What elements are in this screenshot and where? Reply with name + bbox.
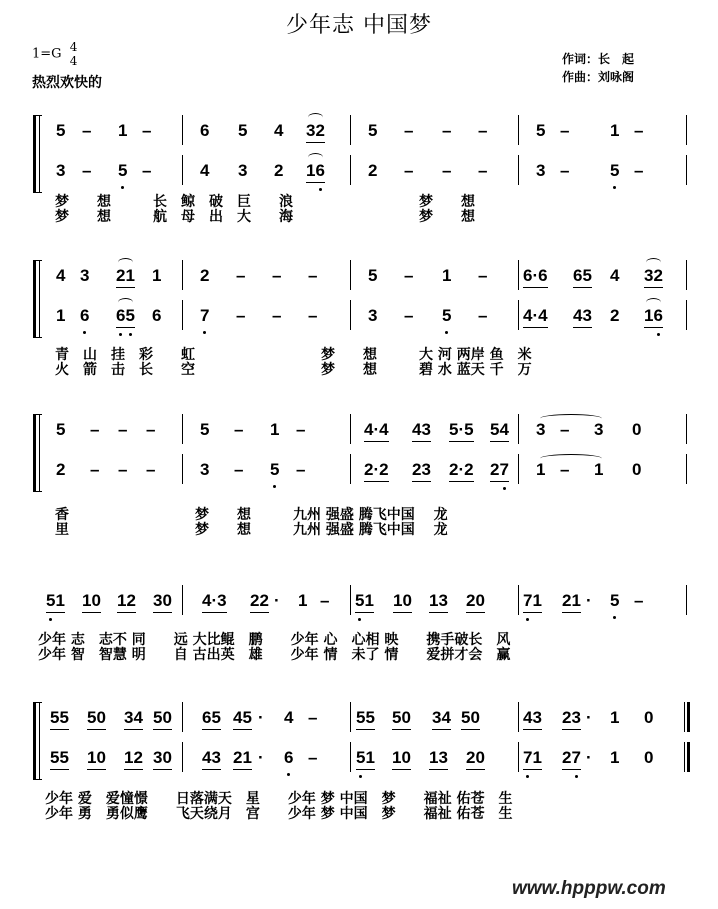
tempo-marking: 热烈欢快的 — [32, 75, 102, 91]
barline — [350, 155, 351, 185]
note-group: 13 — [429, 591, 448, 613]
barline — [182, 414, 183, 444]
dash: – — [404, 161, 414, 180]
note-group: 65 — [573, 266, 592, 288]
note-group: 2·2 — [449, 460, 474, 482]
dot: · — [586, 748, 592, 767]
dash: – — [272, 266, 282, 285]
note: 0 — [644, 708, 654, 727]
lyrics-verse-1: 少年 志 志不 同 远 大比鲲 鹏 少年 心 心相 映 携手破长 风 — [38, 632, 511, 648]
note: 3 — [536, 161, 546, 180]
dot: · — [258, 748, 264, 767]
note: 5 — [368, 121, 378, 140]
note: 1 — [56, 306, 66, 325]
barline — [518, 300, 519, 330]
note-group: 16 — [644, 306, 663, 328]
note-group: 43 — [523, 708, 542, 730]
note: 6 — [152, 306, 162, 325]
brace — [33, 702, 42, 780]
note-group: 21 — [116, 266, 135, 288]
note-group: 5·5 — [449, 420, 474, 442]
note-group: 43 — [412, 420, 431, 442]
note: 5 — [56, 121, 66, 140]
note-group: 32 — [644, 266, 663, 288]
barline — [518, 454, 519, 484]
note: 6 — [284, 748, 293, 768]
note-group: 65 — [202, 708, 221, 730]
note: 7 — [200, 306, 209, 326]
lyrics-verse-2: 里 梦 想 九州 强盛 腾飞中国 龙 — [55, 522, 448, 538]
dash: – — [308, 748, 318, 767]
note-group: 32 — [306, 121, 325, 143]
final-barline — [684, 702, 690, 732]
note-group: 55 — [50, 708, 69, 730]
note-group: 4·4 — [523, 306, 548, 328]
note: 1 — [270, 420, 280, 439]
dash: – — [404, 121, 414, 140]
note: 5 — [442, 306, 451, 326]
barline — [686, 454, 687, 484]
note-group: 50 — [87, 708, 106, 730]
barline — [350, 300, 351, 330]
dot: · — [258, 708, 264, 727]
note: 5 — [118, 161, 127, 181]
dash: – — [146, 460, 156, 479]
note-group: 6·6 — [523, 266, 548, 288]
dash: – — [560, 460, 570, 479]
dash: – — [118, 460, 128, 479]
lyrics-verse-1: 青 山 挂 彩 虹 梦 想 大 河 两岸 鱼 米 — [55, 347, 532, 363]
dash: – — [478, 266, 488, 285]
note: 1 — [594, 460, 604, 479]
dash: – — [442, 161, 452, 180]
dash: – — [236, 266, 246, 285]
dash: – — [634, 121, 644, 140]
note: 2 — [368, 161, 378, 180]
dash: – — [90, 460, 100, 479]
note-group: 12 — [117, 591, 136, 613]
note: 2 — [274, 161, 284, 180]
note-group: 43 — [573, 306, 592, 328]
lyrics-verse-1: 香 梦 想 九州 强盛 腾飞中国 龙 — [55, 507, 448, 523]
dash: – — [320, 591, 330, 610]
note-group: 22 — [250, 591, 269, 613]
barline — [686, 585, 687, 615]
barline — [350, 260, 351, 290]
note-group: 4·3 — [202, 591, 227, 613]
note: 4 — [274, 121, 284, 140]
brace — [33, 115, 42, 193]
note: 5 — [200, 420, 210, 439]
dash: – — [146, 420, 156, 439]
note-group: 55 — [356, 708, 375, 730]
note: 0 — [644, 748, 654, 767]
credits — [562, 50, 634, 86]
barline — [518, 414, 519, 444]
note: 0 — [632, 420, 642, 439]
note: 2 — [610, 306, 620, 325]
final-barline — [684, 742, 690, 772]
dash: – — [478, 306, 488, 325]
barline — [518, 702, 519, 732]
note: 1 — [536, 460, 546, 479]
note: 5 — [270, 460, 279, 480]
lyrics-verse-2: 火 箭 击 长 空 梦 想 碧 水 蓝天 千 万 — [55, 362, 532, 378]
dash: – — [404, 306, 414, 325]
barline — [350, 115, 351, 145]
dash: – — [296, 420, 306, 439]
dash: – — [634, 161, 644, 180]
note-group: 23 — [412, 460, 431, 482]
note: 2 — [56, 460, 66, 479]
lyrics-verse-2: 少年 智 智慧 明 自 古出英 雄 少年 情 未了 情 爱拼才会 赢 — [38, 647, 511, 663]
song-title: 少年志 中国梦 — [286, 13, 432, 38]
note: 5 — [238, 121, 248, 140]
dash: – — [90, 420, 100, 439]
barline — [518, 115, 519, 145]
dot: · — [586, 591, 592, 610]
note: 4 — [200, 161, 210, 180]
note-group: 34 — [432, 708, 451, 730]
note-group: 43 — [202, 748, 221, 770]
note-group: 10 — [393, 591, 412, 613]
dash: – — [560, 121, 570, 140]
brace — [33, 260, 42, 338]
time-signature: 4 4 — [69, 40, 78, 68]
barline — [518, 260, 519, 290]
tie — [540, 454, 602, 463]
note-group: 10 — [392, 748, 411, 770]
dash: – — [82, 161, 92, 180]
note: 1 — [118, 121, 128, 140]
note-group: 55 — [50, 748, 69, 770]
barline — [350, 454, 351, 484]
note-group: 13 — [429, 748, 448, 770]
note-group: 45 — [233, 708, 252, 730]
dash: – — [478, 121, 488, 140]
note: 3 — [594, 420, 604, 439]
barline — [686, 300, 687, 330]
note-group: 4·4 — [364, 420, 389, 442]
dash: – — [634, 591, 644, 610]
note-group: 27 — [490, 460, 509, 482]
note: 6 — [80, 306, 89, 326]
note-group: 23 — [562, 708, 581, 730]
barline — [518, 742, 519, 772]
note: 3 — [80, 266, 90, 285]
barline — [686, 414, 687, 444]
lyrics-verse-1: 梦 想 长 鲸 破 巨 浪 梦 想 — [55, 194, 475, 210]
note: 5 — [610, 161, 619, 181]
dash: – — [272, 306, 282, 325]
barline — [350, 702, 351, 732]
barline — [350, 585, 351, 615]
dash: – — [442, 121, 452, 140]
barline — [350, 414, 351, 444]
note: 5 — [610, 591, 619, 611]
note-group: 10 — [82, 591, 101, 613]
note: 6 — [200, 121, 210, 140]
dot: · — [586, 708, 592, 727]
note: 3 — [56, 161, 66, 180]
note: 4 — [284, 708, 294, 727]
note-group: 51 — [356, 748, 375, 770]
lyricist: 作词：长 起 — [562, 52, 635, 66]
note: 5 — [368, 266, 378, 285]
barline — [518, 585, 519, 615]
barline — [182, 742, 183, 772]
barline — [182, 260, 183, 290]
dot: · — [274, 591, 280, 610]
barline — [686, 260, 687, 290]
dash: – — [560, 161, 570, 180]
note-group: 30 — [153, 748, 172, 770]
note-group: 50 — [392, 708, 411, 730]
barline — [182, 300, 183, 330]
dash: – — [478, 161, 488, 180]
barline — [182, 585, 183, 615]
dash: – — [82, 121, 92, 140]
dash: – — [234, 420, 244, 439]
note-group: 27 — [562, 748, 581, 770]
note: 3 — [368, 306, 378, 325]
watermark: www.hpppw.com — [512, 878, 666, 899]
lyrics-verse-2: 少年 勇 勇似鹰 飞天绕月 宫 少年 梦 中国 梦 福祉 佑苍 生 — [45, 806, 513, 822]
note-group: 20 — [466, 748, 485, 770]
note: 3 — [238, 161, 248, 180]
tie — [540, 414, 602, 423]
note-group: 34 — [124, 708, 143, 730]
dash: – — [560, 420, 570, 439]
note: 0 — [632, 460, 642, 479]
note-group: 51 — [46, 591, 65, 613]
key-signature — [32, 40, 77, 68]
note-group: 71 — [523, 748, 542, 770]
barline — [182, 155, 183, 185]
note: 4 — [56, 266, 66, 285]
note-group: 20 — [466, 591, 485, 613]
note-group: 54 — [490, 420, 509, 442]
dash: – — [308, 266, 318, 285]
barline — [182, 702, 183, 732]
barline — [686, 155, 687, 185]
barline — [686, 115, 687, 145]
note: 2 — [200, 266, 210, 285]
note-group: 21 — [233, 748, 252, 770]
note: 1 — [610, 748, 620, 767]
note: 5 — [536, 121, 546, 140]
note-group: 65 — [116, 306, 135, 328]
note: 5 — [56, 420, 66, 439]
dash: – — [404, 266, 414, 285]
brace — [33, 414, 42, 492]
note-group: 2·2 — [364, 460, 389, 482]
note: 3 — [200, 460, 210, 479]
dash: – — [308, 708, 318, 727]
note-group: 50 — [153, 708, 172, 730]
note-group: 30 — [153, 591, 172, 613]
note: 1 — [610, 121, 620, 140]
note-group: 10 — [87, 748, 106, 770]
note: 4 — [610, 266, 620, 285]
dash: – — [236, 306, 246, 325]
note-group: 12 — [124, 748, 143, 770]
dash: – — [142, 121, 152, 140]
dash: – — [234, 460, 244, 479]
dash: – — [308, 306, 318, 325]
note-group: 71 — [523, 591, 542, 613]
note-group: 50 — [461, 708, 480, 730]
note: 1 — [152, 266, 162, 285]
note-group: 21 — [562, 591, 581, 613]
key-label: 1=G — [32, 46, 62, 62]
note-group: 51 — [355, 591, 374, 613]
lyrics-verse-2: 梦 想 航 母 出 大 海 梦 想 — [55, 209, 475, 225]
dash: – — [296, 460, 306, 479]
dash: – — [142, 161, 152, 180]
barline — [182, 454, 183, 484]
note: 1 — [610, 708, 620, 727]
barline — [182, 115, 183, 145]
barline — [518, 155, 519, 185]
barline — [350, 742, 351, 772]
lyrics-verse-1: 少年 爱 爱憧憬 日落满天 星 少年 梦 中国 梦 福祉 佑苍 生 — [45, 791, 513, 807]
note: 3 — [536, 420, 546, 439]
note: 1 — [442, 266, 452, 285]
dash: – — [118, 420, 128, 439]
note: 1 — [298, 591, 308, 610]
note-group: 16 — [306, 161, 325, 183]
composer: 作曲：刘咏阁 — [562, 70, 635, 84]
